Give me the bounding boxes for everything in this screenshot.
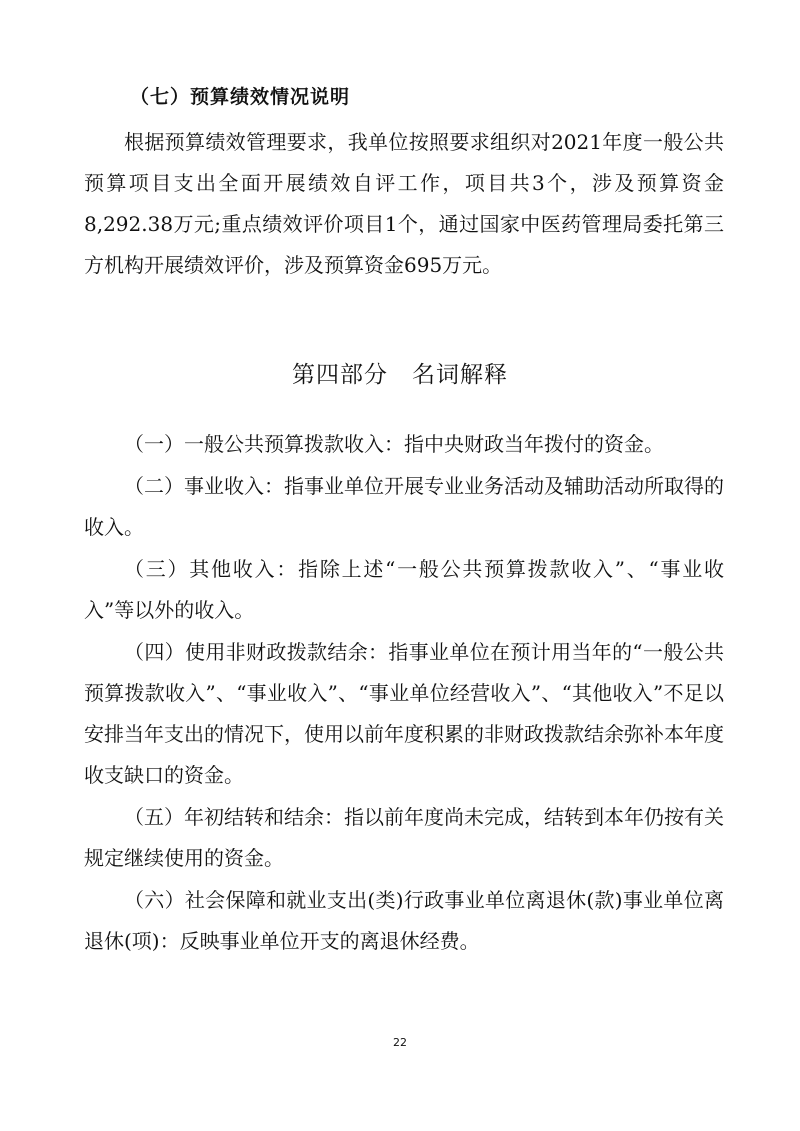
definition-list [84,424,724,962]
definition-item: （四）使用非财政拨款结余：指事业单位在预计用当年的“一般公共预算拨款收入”、“事业收入”、“事业单位经营收入”、“其他收入”不足以安排当年支出的情况下，使用以前年度积累的非财政拨款结余弥补本年度收支缺口的资金。 [84,640,724,787]
part-title: 第四部分 名词解释 [292,362,508,388]
definition-item: （五）年初结转和结余：指以前年度尚未完成，结转到本年仍按有关规定继续使用的资金。 [84,805,724,870]
definition-item: （六）社会保障和就业支出(类)行政事业单位离退休(款)事业单位离退休(项)：反映事业单位开支的离退休经费。 [84,888,724,953]
definition-item: （一）一般公共预算拨款收入：指中央财政当年拨付的资金。 [124,432,664,456]
page-number: 22 [393,1036,407,1049]
budget-performance-paragraph: 根据预算绩效管理要求，我单位按照要求组织对2021年度一般公共预算项目支出全面开展绩效自评工作，项目共3个，涉及预算资金8,292.38万元;重点绩效评价项目1个，通过国家中医药管理局委托第三方机构开展绩效评价，涉及预算资金695万元。 [84,130,724,277]
definition-item: （三）其他收入：指除上述“一般公共预算拨款收入”、“事业收入”等以外的收入。 [84,557,724,622]
section-heading: （七）预算绩效情况说明 [130,86,351,108]
definition-item: （二）事业收入：指事业单位开展专业业务活动及辅助活动所取得的收入。 [84,474,724,539]
